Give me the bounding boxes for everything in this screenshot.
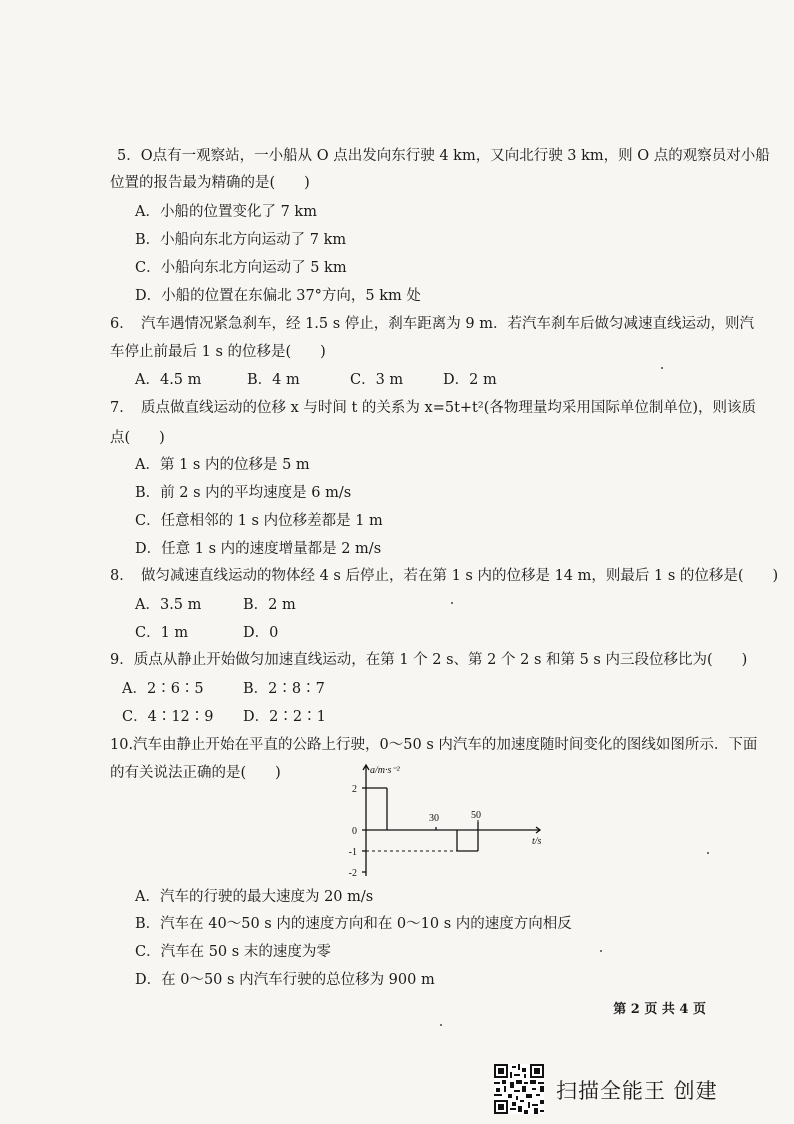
q9-option-d: D．2∶2∶1 (243, 709, 326, 725)
q10-stem-1: 10.汽车由静止开始在平直的公路上行驶，0～50 s 内汽车的加速度随时间变化的图线如图所示．下面 (110, 737, 758, 753)
q5-stem-1: 5．O点有一观察站，一小船从 O 点出发向东行驶 4 km，又向北行驶 3 km，则 O 点的观察员对小船 (117, 148, 770, 164)
qr-code-icon (494, 1064, 544, 1114)
q6-stem-2: 车停止前最后 1 s 的位移是( ) (110, 344, 326, 360)
q10-option-c: C．汽车在 50 s 末的速度为零 (135, 944, 331, 960)
q7-stem-1: 7． 质点做直线运动的位移 x 与时间 t 的关系为 x=5t+t²(各物理量均采用国际单位制单位)，则该质 (110, 400, 757, 416)
xtick-30: 30 (429, 813, 439, 824)
acceleration-time-graph (340, 758, 550, 880)
q9-option-c: C．4∶12∶9 (122, 709, 214, 725)
q9-option-b: B．2∶8∶7 (243, 681, 325, 697)
q6-option-a: A．4.5 m (135, 372, 202, 388)
ytick-2: 2 (352, 784, 357, 795)
q6-option-c: C．3 m (350, 372, 404, 388)
q10-option-d: D．在 0～50 s 内汽车行驶的总位移为 900 m (135, 972, 435, 988)
q5-stem-2: 位置的报告最为精确的是( ) (110, 175, 310, 191)
ytick-0: 0 (352, 826, 357, 837)
q5-option-d: D．小船的位置在东偏北 37°方向，5 km 处 (135, 288, 421, 304)
page-number: 第 2 页 共 4 页 (613, 1002, 706, 1017)
xtick-50: 50 (471, 810, 481, 821)
q9-stem-1: 9．质点从静止开始做匀加速直线运动，在第 1 个 2 s、第 2 个 2 s 和第 5 s 内三段位移比为( ) (110, 652, 748, 668)
q6-option-b: B．4 m (247, 372, 300, 388)
q7-option-a: A．第 1 s 内的位移是 5 m (135, 457, 310, 473)
scan-speck (451, 602, 453, 604)
q10-option-a: A．汽车的行驶的最大速度为 20 m/s (135, 889, 374, 905)
scan-speck (600, 950, 602, 952)
scanner-watermark: 扫描全能王 创建 (556, 1079, 718, 1103)
scan-speck (661, 367, 663, 369)
x-axis-label: t/s (532, 836, 542, 847)
q8-option-d: D．0 (243, 625, 279, 641)
q7-option-d: D．任意 1 s 内的速度增量都是 2 m/s (135, 541, 382, 557)
q8-option-c: C．1 m (135, 625, 189, 641)
ytick-neg2: -2 (348, 868, 357, 879)
ytick-neg1: -1 (348, 847, 357, 858)
q7-option-b: B．前 2 s 内的平均速度是 6 m/s (135, 485, 352, 501)
q9-option-a: A．2∶6∶5 (122, 681, 204, 697)
q8-option-a: A．3.5 m (135, 597, 202, 613)
scan-speck (440, 1024, 442, 1026)
q7-option-c: C．任意相邻的 1 s 内位移差都是 1 m (135, 513, 383, 529)
q10-option-b: B．汽车在 40～50 s 内的速度方向和在 0～10 s 内的速度方向相反 (135, 916, 572, 932)
q7-stem-2: 点( ) (110, 430, 165, 446)
q10-stem-2: 的有关说法正确的是( ) (110, 765, 281, 781)
q8-option-b: B．2 m (243, 597, 296, 613)
q5-option-a: A．小船的位置变化了 7 km (135, 204, 317, 220)
q6-stem-1: 6． 汽车遇情况紧急刹车，经 1.5 s 停止，刹车距离为 9 m．若汽车刹车后做匀减速直线运动，则汽 (110, 316, 754, 332)
y-axis-label: a/m·s⁻² (370, 765, 400, 776)
scan-speck (707, 852, 709, 854)
q5-option-c: C．小船向东北方向运动了 5 km (135, 260, 347, 276)
q6-option-d: D．2 m (443, 372, 497, 388)
q5-option-b: B．小船向东北方向运动了 7 km (135, 232, 347, 248)
q8-stem-1: 8． 做匀减速直线运动的物体经 4 s 后停止，若在第 1 s 内的位移是 14 m，则最后 1 s 的位移是( ) (110, 568, 779, 584)
